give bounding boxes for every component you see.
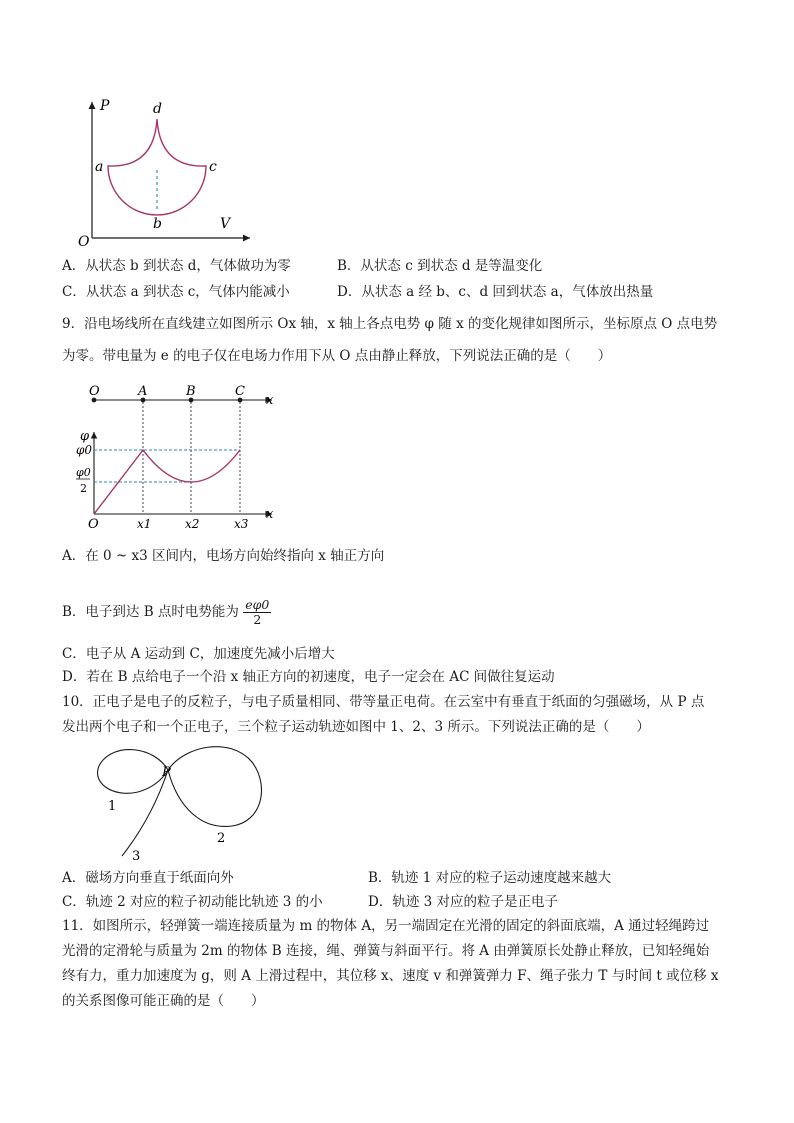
track-3-label: 3 bbox=[132, 849, 141, 864]
q9-stem-line2: 为零。带电量为 e 的电子仅在电场力作用下从 O 点由静止释放，下列说法正确的是（ ） bbox=[62, 348, 612, 364]
track-2 bbox=[168, 747, 262, 827]
q9-option-b-prefix: B．电子到达 B 点时电势能为 bbox=[62, 604, 239, 620]
q10-stem-line1: 10．正电子是电子的反粒子，与电子质量相同、带等量正电荷。在云室中有垂直于纸面的匀强磁场，从 P 点 bbox=[62, 694, 705, 710]
half-phi0-num: φ0 bbox=[76, 466, 91, 479]
p-label: P bbox=[100, 98, 110, 114]
x3-label: x3 bbox=[234, 517, 249, 531]
q9-option-b-denominator: 2 bbox=[253, 612, 262, 627]
v-label: V bbox=[220, 216, 231, 232]
q8-option-a[interactable]: A．从状态 b 到状态 d，气体做功为零 bbox=[62, 258, 291, 274]
state-a-label: a bbox=[95, 159, 104, 175]
pv-diagram bbox=[70, 92, 260, 252]
state-b-label: b bbox=[153, 216, 162, 232]
q9-stem-line1: 9．沿电场线所在直线建立如图所示 Ox 轴，x 轴上各点电势 φ 随 x 的变化规律如图所示，坐标原点 O 点电势 bbox=[62, 316, 718, 332]
track-1-label: 1 bbox=[108, 799, 117, 814]
origin-label: O bbox=[78, 234, 90, 250]
q9-option-a[interactable]: A．在 0 ~ x3 区间内，电场方向始终指向 x 轴正方向 bbox=[62, 548, 385, 564]
q8-option-b[interactable]: B．从状态 c 到状态 d 是等温变化 bbox=[337, 258, 543, 274]
q9-option-b[interactable] bbox=[62, 597, 271, 627]
top-label-c: C bbox=[235, 384, 245, 399]
q11-stem-line3: 终有力，重力加速度为 g，则 A 上滑过程中，其位移 x、速度 v 和弹簧弹力 F、绳子张力 T 与时间 t 或位移 x bbox=[62, 968, 719, 984]
phi-x-diagram bbox=[74, 382, 284, 532]
track-diagram bbox=[92, 742, 282, 864]
q8-option-c[interactable]: C．从状态 a 到状态 c，气体内能减小 bbox=[62, 284, 290, 300]
track-3 bbox=[122, 770, 168, 856]
track-1 bbox=[98, 750, 168, 794]
top-label-a: A bbox=[138, 384, 148, 399]
q9-option-d[interactable]: D．若在 B 点给电子一个沿 x 轴正方向的初速度，电子一定会在 AC 间做往复运动 bbox=[62, 669, 555, 685]
q11-stem-line1: 11．如图所示，轻弹簧一端连接质量为 m 的物体 A，另一端固定在光滑的固定的斜面底端，A 通过轻绳跨过 bbox=[62, 918, 710, 934]
x2-label: x2 bbox=[185, 517, 200, 531]
q10-option-c[interactable]: C．轨迹 2 对应的粒子初动能比轨迹 3 的小 bbox=[62, 894, 323, 910]
state-d-label: d bbox=[153, 101, 162, 117]
q8-option-d[interactable]: D．从状态 a 经 b、c、d 回到状态 a，气体放出热量 bbox=[337, 284, 654, 300]
state-c-label: c bbox=[209, 159, 217, 175]
q10-option-d[interactable]: D．轨迹 3 对应的粒子是正电子 bbox=[368, 894, 558, 910]
top-label-o: O bbox=[89, 384, 100, 399]
q10-option-a[interactable]: A．磁场方向垂直于纸面向外 bbox=[62, 870, 234, 886]
q10-stem-line2: 发出两个电子和一个正电子，三个粒子运动轨迹如图中 1、2、3 所示。下列说法正确的是（ ） bbox=[62, 719, 650, 735]
q9-option-c[interactable]: C．电子从 A 运动到 C，加速度先减小后增大 bbox=[62, 646, 335, 662]
half-phi0-den: 2 bbox=[80, 482, 87, 495]
q9-option-b-numerator: eφ0 bbox=[245, 597, 270, 612]
q11-stem-line2: 光滑的定滑轮与质量为 2m 的物体 B 连接，绳、弹簧与斜面平行。将 A 由弹簧原长处静止释放，已知轻绳始 bbox=[62, 943, 710, 959]
phi0-label: φ0 bbox=[76, 443, 93, 457]
phi-axis-label: φ bbox=[80, 429, 90, 444]
top-x-label: x bbox=[266, 393, 274, 408]
track-2-label: 2 bbox=[217, 831, 226, 846]
bottom-x-label: x bbox=[266, 507, 274, 522]
bottom-origin-label: O bbox=[88, 517, 99, 532]
q9-option-b-fraction bbox=[243, 598, 271, 627]
q10-option-b[interactable]: B．轨迹 1 对应的粒子运动速度越来越大 bbox=[368, 870, 612, 886]
x1-label: x1 bbox=[137, 517, 152, 531]
top-label-b: B bbox=[186, 384, 196, 399]
q11-stem-line4: 的关系图像可能正确的是（ ） bbox=[62, 993, 265, 1009]
p-point-label: P bbox=[162, 765, 171, 780]
